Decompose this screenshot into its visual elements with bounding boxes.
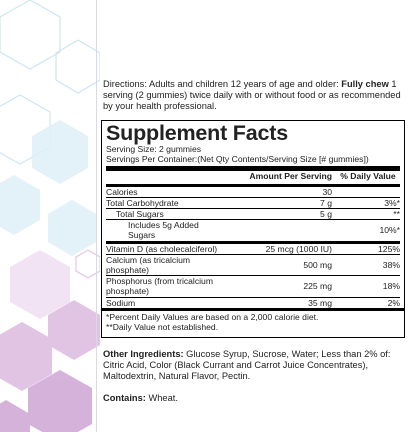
supplement-facts-title: Supplement Facts bbox=[106, 120, 288, 145]
contains-label: Contains: bbox=[103, 392, 146, 403]
col-amount-header: Amount Per Serving bbox=[222, 171, 336, 185]
hexagon-background-art bbox=[0, 0, 100, 432]
directions-text-1: Adults and children 12 years of age and older: bbox=[146, 79, 342, 89]
footnotes bbox=[102, 308, 404, 333]
other-ingredients-label: Other Ingredients: bbox=[103, 348, 184, 359]
footnote-daily-values: *Percent Daily Values are based on a 2,000 calorie diet. bbox=[106, 311, 319, 322]
directions-bold: Fully chew bbox=[341, 79, 389, 89]
table-row: Phosphorus (from tricalcium phosphate) 225 mg 18% bbox=[106, 276, 400, 297]
col-dv-header: % Daily Value bbox=[336, 171, 400, 185]
serving-size: Serving Size: 2 gummies bbox=[106, 143, 202, 154]
table-row: Includes 5g Added Sugars 10%* bbox=[106, 220, 400, 242]
supplement-facts-panel bbox=[101, 120, 405, 338]
label-content bbox=[101, 79, 411, 404]
directions-text-2: 1 serving (2 gummies) twice daily with or without food or as recommended by your health professional. bbox=[103, 79, 401, 112]
servings-per-container: Servings Per Container:(Net Qty Contents/Serving Size [# gummies]) bbox=[106, 153, 369, 164]
other-ingredients-text: Glucose Syrup, Sucrose, Water; Less than 2% of: Citric Acid, Color (Black Currant and Carrot Juice Concentrates), Maltodextrin, Natural Flavor, Pectin. bbox=[103, 348, 391, 382]
table-row: Calcium (as tricalcium phosphate) 500 mg 38% bbox=[106, 254, 400, 276]
contains-statement bbox=[103, 393, 411, 404]
directions-paragraph bbox=[103, 79, 411, 113]
directions-label: Directions: bbox=[103, 79, 147, 89]
footnote-not-established: **Daily Value not established. bbox=[106, 322, 219, 333]
nutrient-table bbox=[106, 171, 400, 308]
table-row: Total Sugars 5 g ** bbox=[106, 209, 400, 220]
table-row: Total Carbohydrate 7 g 3%* bbox=[106, 197, 400, 208]
other-ingredients bbox=[103, 349, 411, 383]
table-row: Calories 30 bbox=[106, 185, 400, 197]
contains-text: Wheat. bbox=[145, 392, 178, 403]
left-divider-line bbox=[96, 0, 97, 432]
table-row: Sodium 35 mg 2% bbox=[106, 297, 400, 308]
table-row: Vitamin D (as cholecalciferol) 25 mcg (1000 IU) 125% bbox=[106, 243, 400, 254]
